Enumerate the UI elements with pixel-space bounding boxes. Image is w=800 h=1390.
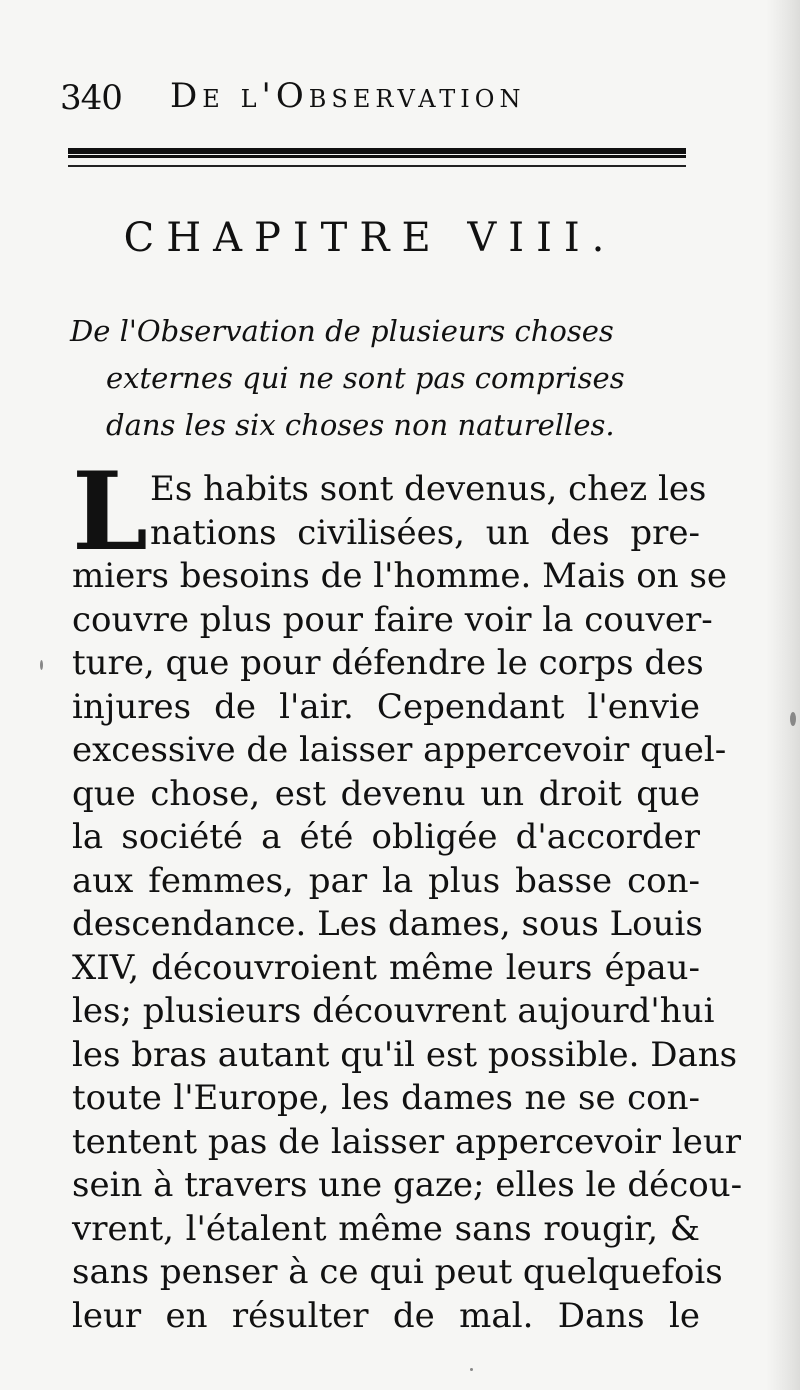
page-number: 340 bbox=[60, 78, 122, 118]
body-text bbox=[72, 468, 743, 1338]
body-line: miers besoins de l'homme. Mais on se bbox=[72, 556, 728, 596]
chapter-subtitle bbox=[70, 308, 700, 449]
body-line: toute l'Europe, les dames ne se con- bbox=[72, 1078, 700, 1118]
body-line: aux femmes, par la plus basse con- bbox=[72, 860, 700, 901]
body-line: descendance. Les dames, sous Louis bbox=[72, 904, 703, 944]
body-line: ture, que pour défendre le corps des bbox=[72, 643, 704, 683]
paper-speck bbox=[470, 1368, 473, 1371]
body-line: injures de l'air. Cependant l'envie bbox=[72, 686, 700, 727]
page-edge-shadow bbox=[766, 0, 800, 1390]
chapter-heading: CHAPITRE VIII. bbox=[123, 215, 617, 261]
body-line: Es habits sont devenus, chez les bbox=[150, 469, 707, 509]
header-rule-thin bbox=[68, 165, 686, 167]
body-line: les bras autant qu'il est possible. Dans bbox=[72, 1034, 738, 1075]
paper-speck bbox=[790, 712, 796, 726]
body-line: que chose, est devenu un droit que bbox=[72, 773, 700, 814]
body-line: excessive de laisser appercevoir quel- bbox=[72, 730, 727, 770]
body-line: sans penser à ce qui peut quelquefois bbox=[72, 1252, 723, 1292]
running-head bbox=[60, 70, 680, 130]
body-line: sein à travers une gaze; elles le décou- bbox=[72, 1165, 743, 1205]
body-line: couvre plus pour faire voir la couver- bbox=[72, 599, 713, 640]
header-rule bbox=[68, 148, 686, 158]
subtitle-line: dans les six choses non naturelles. bbox=[106, 408, 615, 442]
body-line: XIV, découvroient même leurs épau- bbox=[72, 947, 700, 988]
body-line: vrent, l'étalent même sans rougir, & bbox=[72, 1208, 700, 1249]
body-line: tentent pas de laisser appercevoir leur bbox=[72, 1121, 742, 1162]
drop-cap: L bbox=[72, 449, 148, 575]
body-line: nations civilisées, un des pre- bbox=[150, 512, 700, 553]
paper-speck bbox=[40, 660, 43, 670]
subtitle-line: externes qui ne sont pas comprises bbox=[106, 361, 625, 395]
body-line: les; plusieurs découvrent aujourd'hui bbox=[72, 991, 715, 1031]
body-line: leur en résulter de mal. Dans le bbox=[72, 1295, 700, 1336]
body-line: la société a été obligée d'accorder bbox=[72, 817, 700, 857]
subtitle-line: De l'Observation de plusieurs choses bbox=[70, 314, 614, 348]
running-title: De l'Observation bbox=[170, 76, 526, 116]
